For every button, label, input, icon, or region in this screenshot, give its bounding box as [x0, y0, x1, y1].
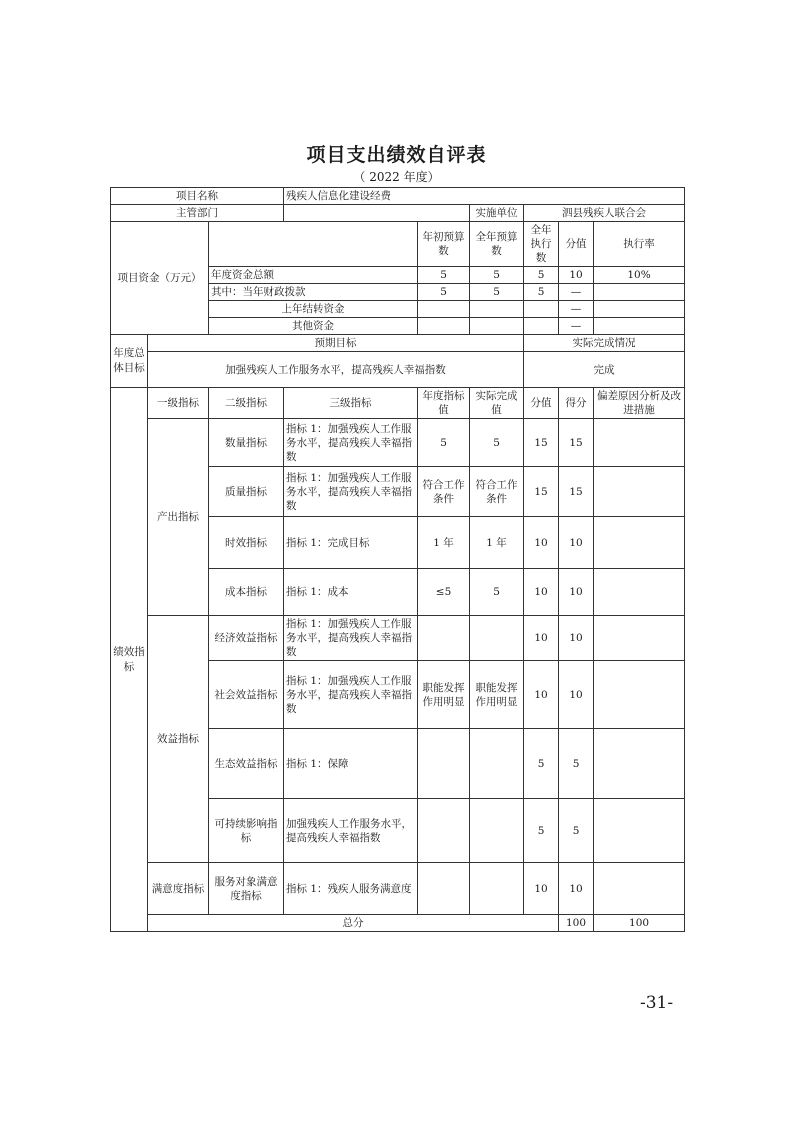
funds-cell: 10%: [594, 267, 685, 284]
reason: [594, 517, 685, 569]
funds-cell: —: [559, 318, 594, 335]
goals-label: 年度总体目标: [111, 335, 148, 388]
score: 10: [559, 661, 594, 729]
score-value: 5: [524, 729, 559, 799]
score-value: 15: [524, 419, 559, 467]
funds-cell: [594, 318, 685, 335]
ind-header: 三级指标: [284, 388, 418, 419]
funds-cell: [524, 318, 559, 335]
actual: [470, 729, 524, 799]
project-name-label: 项目名称: [111, 188, 284, 205]
reason: [594, 799, 685, 863]
actual: [470, 863, 524, 915]
level2: 时效指标: [209, 517, 284, 569]
funds-cell: 5: [524, 284, 559, 301]
funds-cell: [470, 301, 524, 318]
funds-header: 全年执行数: [524, 222, 559, 267]
actual: 5: [470, 569, 524, 616]
level2: 成本指标: [209, 569, 284, 616]
score: 10: [559, 517, 594, 569]
level3: 指标 1：完成目标: [284, 517, 418, 569]
level1-satisfaction: 满意度指标: [148, 863, 209, 915]
level2: 质量指标: [209, 467, 284, 517]
level3: 指标 1：保障: [284, 729, 418, 799]
level3: 指标 1：加强残疾人工作服务水平，提高残疾人幸福指数: [284, 467, 418, 517]
level3: 加强残疾人工作服务水平，提高残疾人幸福指数: [284, 799, 418, 863]
actual: 职能发挥作用明显: [470, 661, 524, 729]
score: 5: [559, 729, 594, 799]
impl-label: 实施单位: [470, 205, 524, 222]
reason: [594, 863, 685, 915]
funds-header: 全年预算数: [470, 222, 524, 267]
reason: [594, 419, 685, 467]
score-value: 10: [524, 661, 559, 729]
funds-cell: 5: [418, 267, 470, 284]
funds-row-label: 年度资金总额: [209, 267, 418, 284]
funds-cell: [470, 318, 524, 335]
level2: 生态效益指标: [209, 729, 284, 799]
score-value: 15: [524, 467, 559, 517]
score-value: 10: [524, 517, 559, 569]
total-score: 100: [594, 915, 685, 932]
performance-table: [110, 187, 685, 932]
level2: 数量指标: [209, 419, 284, 467]
ind-header: 偏差原因分析及改进措施: [594, 388, 685, 419]
target: ≤5: [418, 569, 470, 616]
funds-row-label: 其中：当年财政拨款: [209, 284, 418, 301]
funds-cell: [594, 301, 685, 318]
funds-cell: [524, 301, 559, 318]
reason: [594, 616, 685, 661]
ind-header: 年度指标值: [418, 388, 470, 419]
target: 职能发挥作用明显: [418, 661, 470, 729]
page-title: 项目支出绩效自评表: [306, 144, 487, 166]
reason: [594, 467, 685, 517]
funds-cell: 5: [470, 267, 524, 284]
project-name-value: 残疾人信息化建设经费: [284, 188, 685, 205]
goals-actual-label: 实际完成情况: [524, 335, 685, 352]
reason: [594, 729, 685, 799]
funds-label: 项目资金（万元）: [111, 222, 209, 335]
actual: 符合工作条件: [470, 467, 524, 517]
ind-header: 二级指标: [209, 388, 284, 419]
level2: 经济效益指标: [209, 616, 284, 661]
score: 15: [559, 419, 594, 467]
reason: [594, 569, 685, 616]
reason: [594, 661, 685, 729]
funds-cell: 10: [559, 267, 594, 284]
level3: 指标 1：成本: [284, 569, 418, 616]
score: 10: [559, 616, 594, 661]
target: 5: [418, 419, 470, 467]
indicators-label: 绩效指标: [111, 388, 148, 932]
funds-cell: —: [559, 301, 594, 318]
dept-label: 主管部门: [111, 205, 284, 222]
target: 符合工作条件: [418, 467, 470, 517]
funds-cell: 5: [524, 267, 559, 284]
level3: 指标 1：加强残疾人工作服务水平，提高残疾人幸福指数: [284, 419, 418, 467]
funds-header: 分值: [559, 222, 594, 267]
score-value: 5: [524, 799, 559, 863]
score-value: 10: [524, 616, 559, 661]
level2: 社会效益指标: [209, 661, 284, 729]
ind-header: 一级指标: [148, 388, 209, 419]
actual: [470, 616, 524, 661]
goals-expected-label: 预期目标: [148, 335, 524, 352]
page-number: -31-: [640, 993, 674, 1013]
total-label: 总分: [148, 915, 559, 932]
target: [418, 863, 470, 915]
level3: 指标 1：残疾人服务满意度: [284, 863, 418, 915]
level1-output: 产出指标: [148, 419, 209, 616]
level3: 指标 1：加强残疾人工作服务水平，提高残疾人幸福指数: [284, 616, 418, 661]
funds-cell: —: [559, 284, 594, 301]
funds-row-label: 上年结转资金: [209, 301, 418, 318]
target: 1 年: [418, 517, 470, 569]
funds-header: 年初预算数: [418, 222, 470, 267]
ind-header: 分值: [524, 388, 559, 419]
funds-cell: [418, 301, 470, 318]
funds-header-blank: [209, 222, 418, 267]
funds-cell: 5: [470, 284, 524, 301]
score: 10: [559, 863, 594, 915]
dept-value: [284, 205, 470, 222]
score: 15: [559, 467, 594, 517]
target: [418, 616, 470, 661]
funds-cell: 5: [418, 284, 470, 301]
goals-expected-value: 加强残疾人工作服务水平，提高残疾人幸福指数: [148, 352, 524, 388]
ind-header: 实际完成值: [470, 388, 524, 419]
ind-header: 得分: [559, 388, 594, 419]
total-score-value: 100: [559, 915, 594, 932]
target: [418, 729, 470, 799]
actual: 1 年: [470, 517, 524, 569]
score: 5: [559, 799, 594, 863]
actual: 5: [470, 419, 524, 467]
impl-value: 泗县残疾人联合会: [524, 205, 685, 222]
funds-header: 执行率: [594, 222, 685, 267]
score-value: 10: [524, 569, 559, 616]
goals-actual-value: 完成: [524, 352, 685, 388]
level2: 服务对象满意度指标: [209, 863, 284, 915]
actual: [470, 799, 524, 863]
level2: 可持续影响指标: [209, 799, 284, 863]
level1-benefit: 效益指标: [148, 616, 209, 863]
page-subtitle: （ 2022 年度）: [353, 170, 440, 184]
funds-cell: [418, 318, 470, 335]
score-value: 10: [524, 863, 559, 915]
target: [418, 799, 470, 863]
level3: 指标 1：加强残疾人工作服务水平，提高残疾人幸福指数: [284, 661, 418, 729]
funds-row-label: 其他资金: [209, 318, 418, 335]
funds-cell: [594, 284, 685, 301]
score: 10: [559, 569, 594, 616]
